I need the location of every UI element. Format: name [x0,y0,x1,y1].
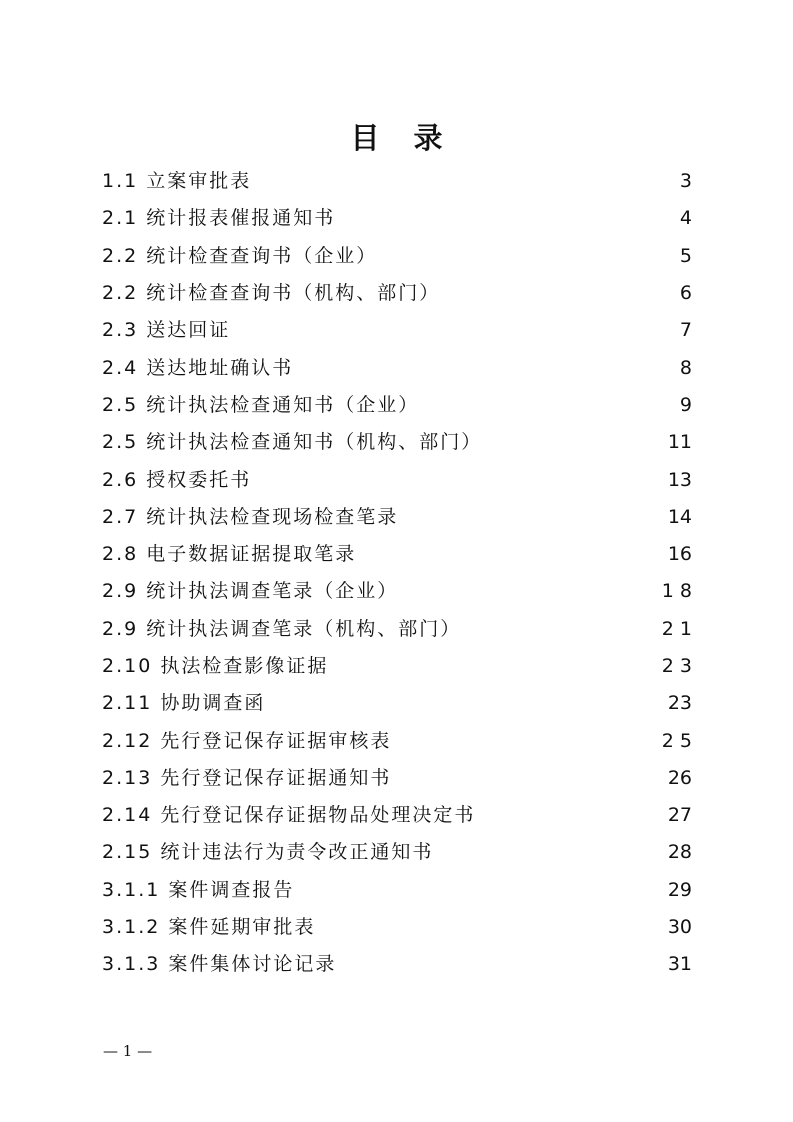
toc-entry-page-number: 26 [667,766,692,789]
toc-entry-label: 2.10 执法检查影像证据 [102,655,329,677]
toc-entry-page-number: 16 [667,543,692,566]
toc-entry-label: 2.5 统计执法检查通知书（机构、部门） [102,431,483,454]
toc-entry[interactable] [102,760,692,797]
toc-entry-page-number: 23 [667,692,692,715]
toc-entry-label: 3.1.3 案件集体讨论记录 [102,953,337,976]
toc-entry-label: 2.2 统计检查查询书（企业） [102,244,378,267]
toc-entry[interactable] [102,349,692,386]
toc-entry-page-number: 9 [679,393,692,416]
toc-entry-page-number: 27 [667,804,692,827]
toc-entry-label: 3.1.1 案件调查报告 [102,878,295,901]
toc-entry-label: 2.13 先行登记保存证据通知书 [102,766,392,789]
toc-entry-page-number: 6 [679,282,692,305]
toc-entry-label: 2.9 统计执法调查笔录（企业） [102,580,399,603]
toc-entry[interactable] [102,536,692,573]
toc-entry-page-number: 28 [667,841,692,864]
toc-entry-label: 2.5 统计执法检查通知书（企业） [102,393,420,416]
toc-entry[interactable] [102,685,692,722]
toc-entry-page-number: 3 [679,170,692,193]
toc-entry[interactable] [102,946,692,983]
toc-entry[interactable] [102,163,692,200]
toc-entry-label: 2.6 授权委托书 [102,468,252,491]
toc-entry-page-number: 2 3 [661,655,692,677]
toc-entry[interactable] [102,722,692,759]
toc-entry[interactable] [102,611,692,648]
toc-entry-label: 2.9 统计执法调查笔录（机构、部门） [102,617,462,640]
toc-entry-page-number: 29 [667,878,692,901]
toc-entry-page-number: 13 [667,468,692,491]
page-title: 目 录 [350,121,455,155]
toc-entry[interactable] [102,461,692,498]
table-of-contents [102,163,692,984]
toc-entry-page-number: 8 [679,356,692,379]
toc-entry[interactable] [102,387,692,424]
toc-entry-label: 2.14 先行登记保存证据物品处理决定书 [102,804,476,827]
toc-entry[interactable] [102,312,692,349]
toc-entry-page-number: 7 [679,319,692,342]
footer-page-number: — 1 — [103,1042,153,1060]
toc-entry[interactable] [102,499,692,536]
toc-entry-label: 2.15 统计违法行为责令改正通知书 [102,841,434,864]
toc-entry-page-number: 2 1 [661,617,692,640]
toc-entry-page-number: 2 5 [661,729,692,752]
toc-entry[interactable] [102,200,692,237]
toc-entry-label: 2.11 协助调查函 [102,692,266,715]
toc-entry-page-number: 1 8 [661,580,692,603]
toc-entry-page-number: 30 [667,916,692,939]
toc-entry-label: 2.3 送达回证 [102,319,231,342]
toc-entry[interactable] [102,424,692,461]
toc-entry-page-number: 31 [667,953,692,976]
toc-entry-label: 2.2 统计检查查询书（机构、部门） [102,282,441,305]
toc-entry-label: 3.1.2 案件延期审批表 [102,916,316,939]
toc-entry-label: 2.8 电子数据证据提取笔录 [102,543,357,566]
toc-entry[interactable] [102,872,692,909]
toc-entry[interactable] [102,573,692,610]
toc-entry[interactable] [102,238,692,275]
toc-entry[interactable] [102,648,692,685]
toc-entry-label: 1.1 立案审批表 [102,170,252,193]
toc-entry-label: 2.4 送达地址确认书 [102,356,294,379]
toc-entry-page-number: 14 [667,505,692,528]
toc-entry-page-number: 4 [679,207,692,230]
toc-entry-label: 2.7 统计执法检查现场检查笔录 [102,505,399,528]
toc-entry[interactable] [102,834,692,871]
toc-entry-label: 2.1 统计报表催报通知书 [102,207,336,230]
toc-entry-page-number: 5 [679,244,692,267]
toc-entry[interactable] [102,275,692,312]
toc-entry-page-number: 11 [667,431,692,454]
toc-entry[interactable] [102,797,692,834]
toc-entry[interactable] [102,909,692,946]
toc-entry-label: 2.12 先行登记保存证据审核表 [102,729,392,752]
